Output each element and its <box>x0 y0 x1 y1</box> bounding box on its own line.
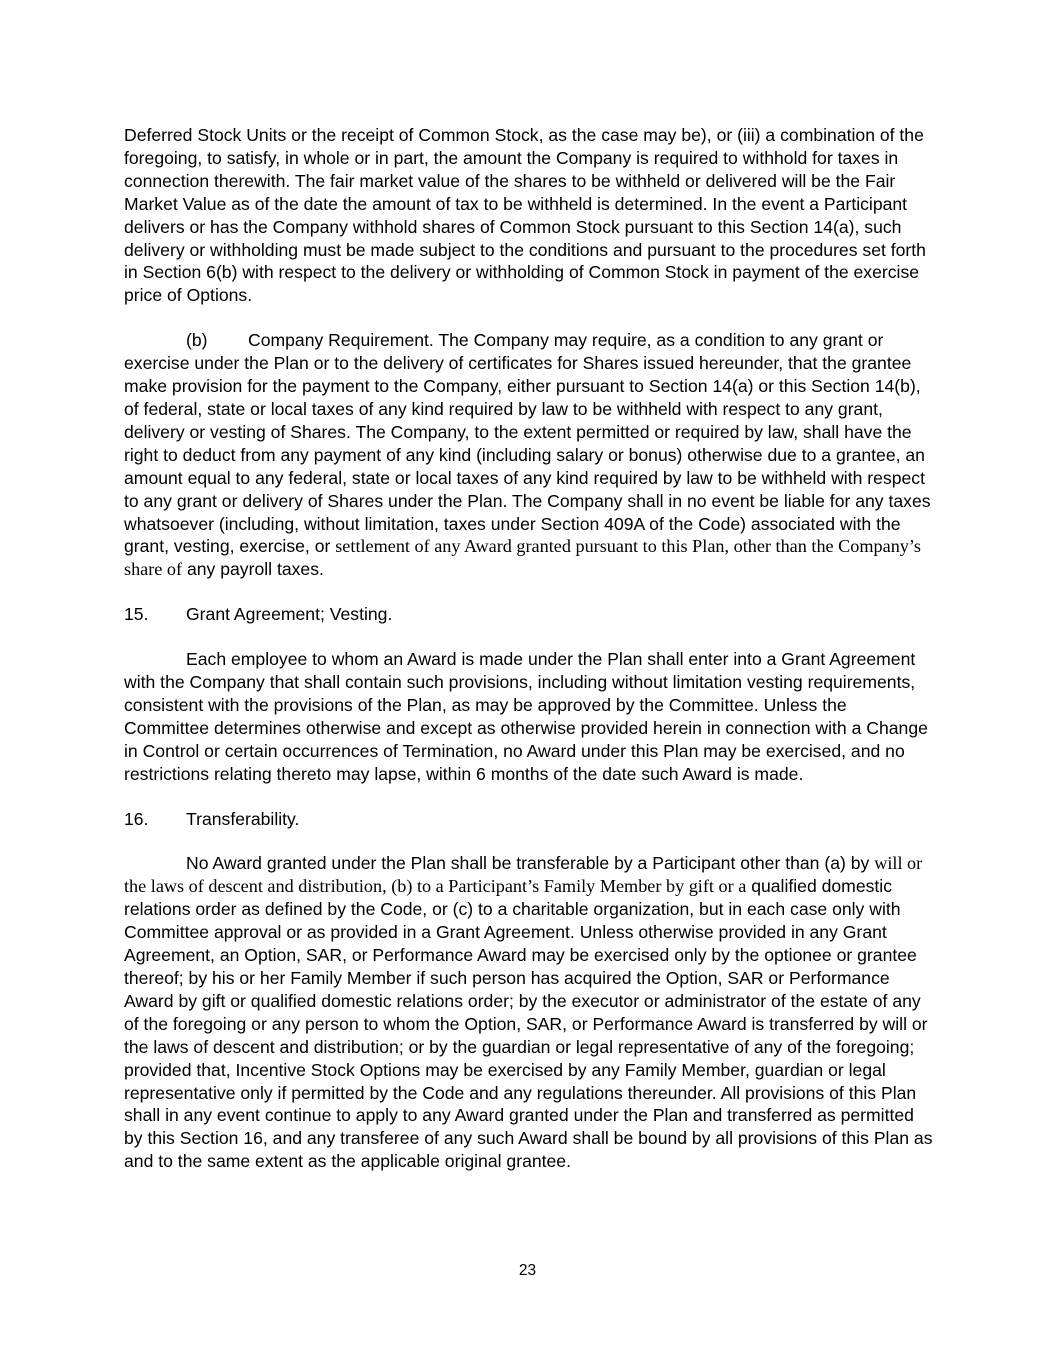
page-number: 23 <box>518 1262 537 1279</box>
paragraph-company-requirement <box>124 329 934 581</box>
subsection-label: (b) <box>186 330 208 351</box>
section-title: Transferability. <box>186 808 300 829</box>
paragraph-text: Deferred Stock Units or the receipt of Common Stock, as the case may be), or (iii) a combination of the foregoing, to satisfy, in whole or in part, the amount the Company is required to withhold for taxes in connection therewith. The fair market value of the shares to be withheld or delivered will be the Fair Market Value as of the date the amount of tax to be withheld is determined. In the event a Participant delivers or has the Company withhold shares of Common Stock pursuant to this Section 14(a), such delivery or withholding must be made subject to the conditions and pursuant to the procedures set forth in Section 6(b) with respect to the delivery or withholding of Common Stock in payment of the exercise price of Options. <box>124 125 926 306</box>
paragraph-text: qualified domestic relations order as defined by the Code, or (c) to a charitable organization, but in each case only with Committee approval or as provided in a Grant Agreement. Unless otherwise provided in any Grant Agreement, an Option, SAR, or Performance Award may be exercised only by the optionee or grantee thereof; by his or her Family Member if such person has acquired the Option, SAR or Performance Award by gift or qualified domestic relations order; by the executor or administrator of the estate of any of the foregoing or any person to whom the Option, SAR, or Performance Award is transferred by will or the laws of descent and distribution; or by the guardian or legal representative of any of the foregoing; provided that, Incentive Stock Options may be exercised by any Family Member, guardian or legal representative only if permitted by the Code and any regulations thereunder. All provisions of this Plan shall in any event continue to apply to any Award granted under the Plan and transferred as permitted by this Section 16, and any transferee of any such Award shall be bound by all provisions of this Plan as and to the same extent as the applicable original grantee. <box>124 876 933 1172</box>
paragraph-text: any payroll taxes. <box>186 559 324 580</box>
section-heading-15 <box>124 603 934 626</box>
paragraph-grant-agreement <box>124 648 934 785</box>
paragraph-text-serif: will or the laws of descent and distribution, (b) to a Participant’s Family Member by gift or a <box>124 853 923 897</box>
paragraph-text: Each employee to whom an Award is made under the Plan shall enter into a Grant Agreement with the Company that shall contain such provisions, including without limitation vesting requirements, consistent with the provisions of the Plan, as may be approved by the Committee. Unless the Committee determines otherwise and except as otherwise provided herein in connection with a Change in Control or certain occurrences of Termination, no Award under this Plan may be exercised, and no restrictions relating thereto may lapse, within 6 months of the date such Award is made. <box>124 649 928 784</box>
section-number: 16. <box>124 808 149 829</box>
section-heading-16 <box>124 808 934 831</box>
section-number: 15. <box>124 604 149 625</box>
paragraph-text-serif: settlement of any Award granted pursuant to this Plan, other than the Company’s share of <box>124 536 922 580</box>
document-body <box>124 124 934 1195</box>
paragraph-text: Company Requirement. The Company may require, as a condition to any grant or exercise under the Plan or to the delivery of certificates for Shares issued hereunder, that the grantee make provision for the payment to the Company, either pursuant to Section 14(a) or this Section 14(b), of federal, state or local taxes of any kind required by law to be withheld with respect to any grant, delivery or vesting of Shares. The Company, to the extent permitted or required by law, shall have the right to deduct from any payment of any kind (including salary or bonus) otherwise due to a grantee, an amount equal to any federal, state or local taxes of any kind required by law to be withheld with respect to any grant or delivery of Shares under the Plan. The Company shall in no event be liable for any taxes whatsoever (including, without limitation, taxes under Section 409A of the Code) associated with the grant, vesting, exercise, or <box>124 330 931 557</box>
paragraph-text: No Award granted under the Plan shall be transferable by a Participant other than (a) by <box>186 853 870 874</box>
section-title: Grant Agreement; Vesting. <box>186 604 393 625</box>
paragraph-transferability <box>124 852 934 1173</box>
paragraph-withholding-continuation <box>124 124 934 307</box>
